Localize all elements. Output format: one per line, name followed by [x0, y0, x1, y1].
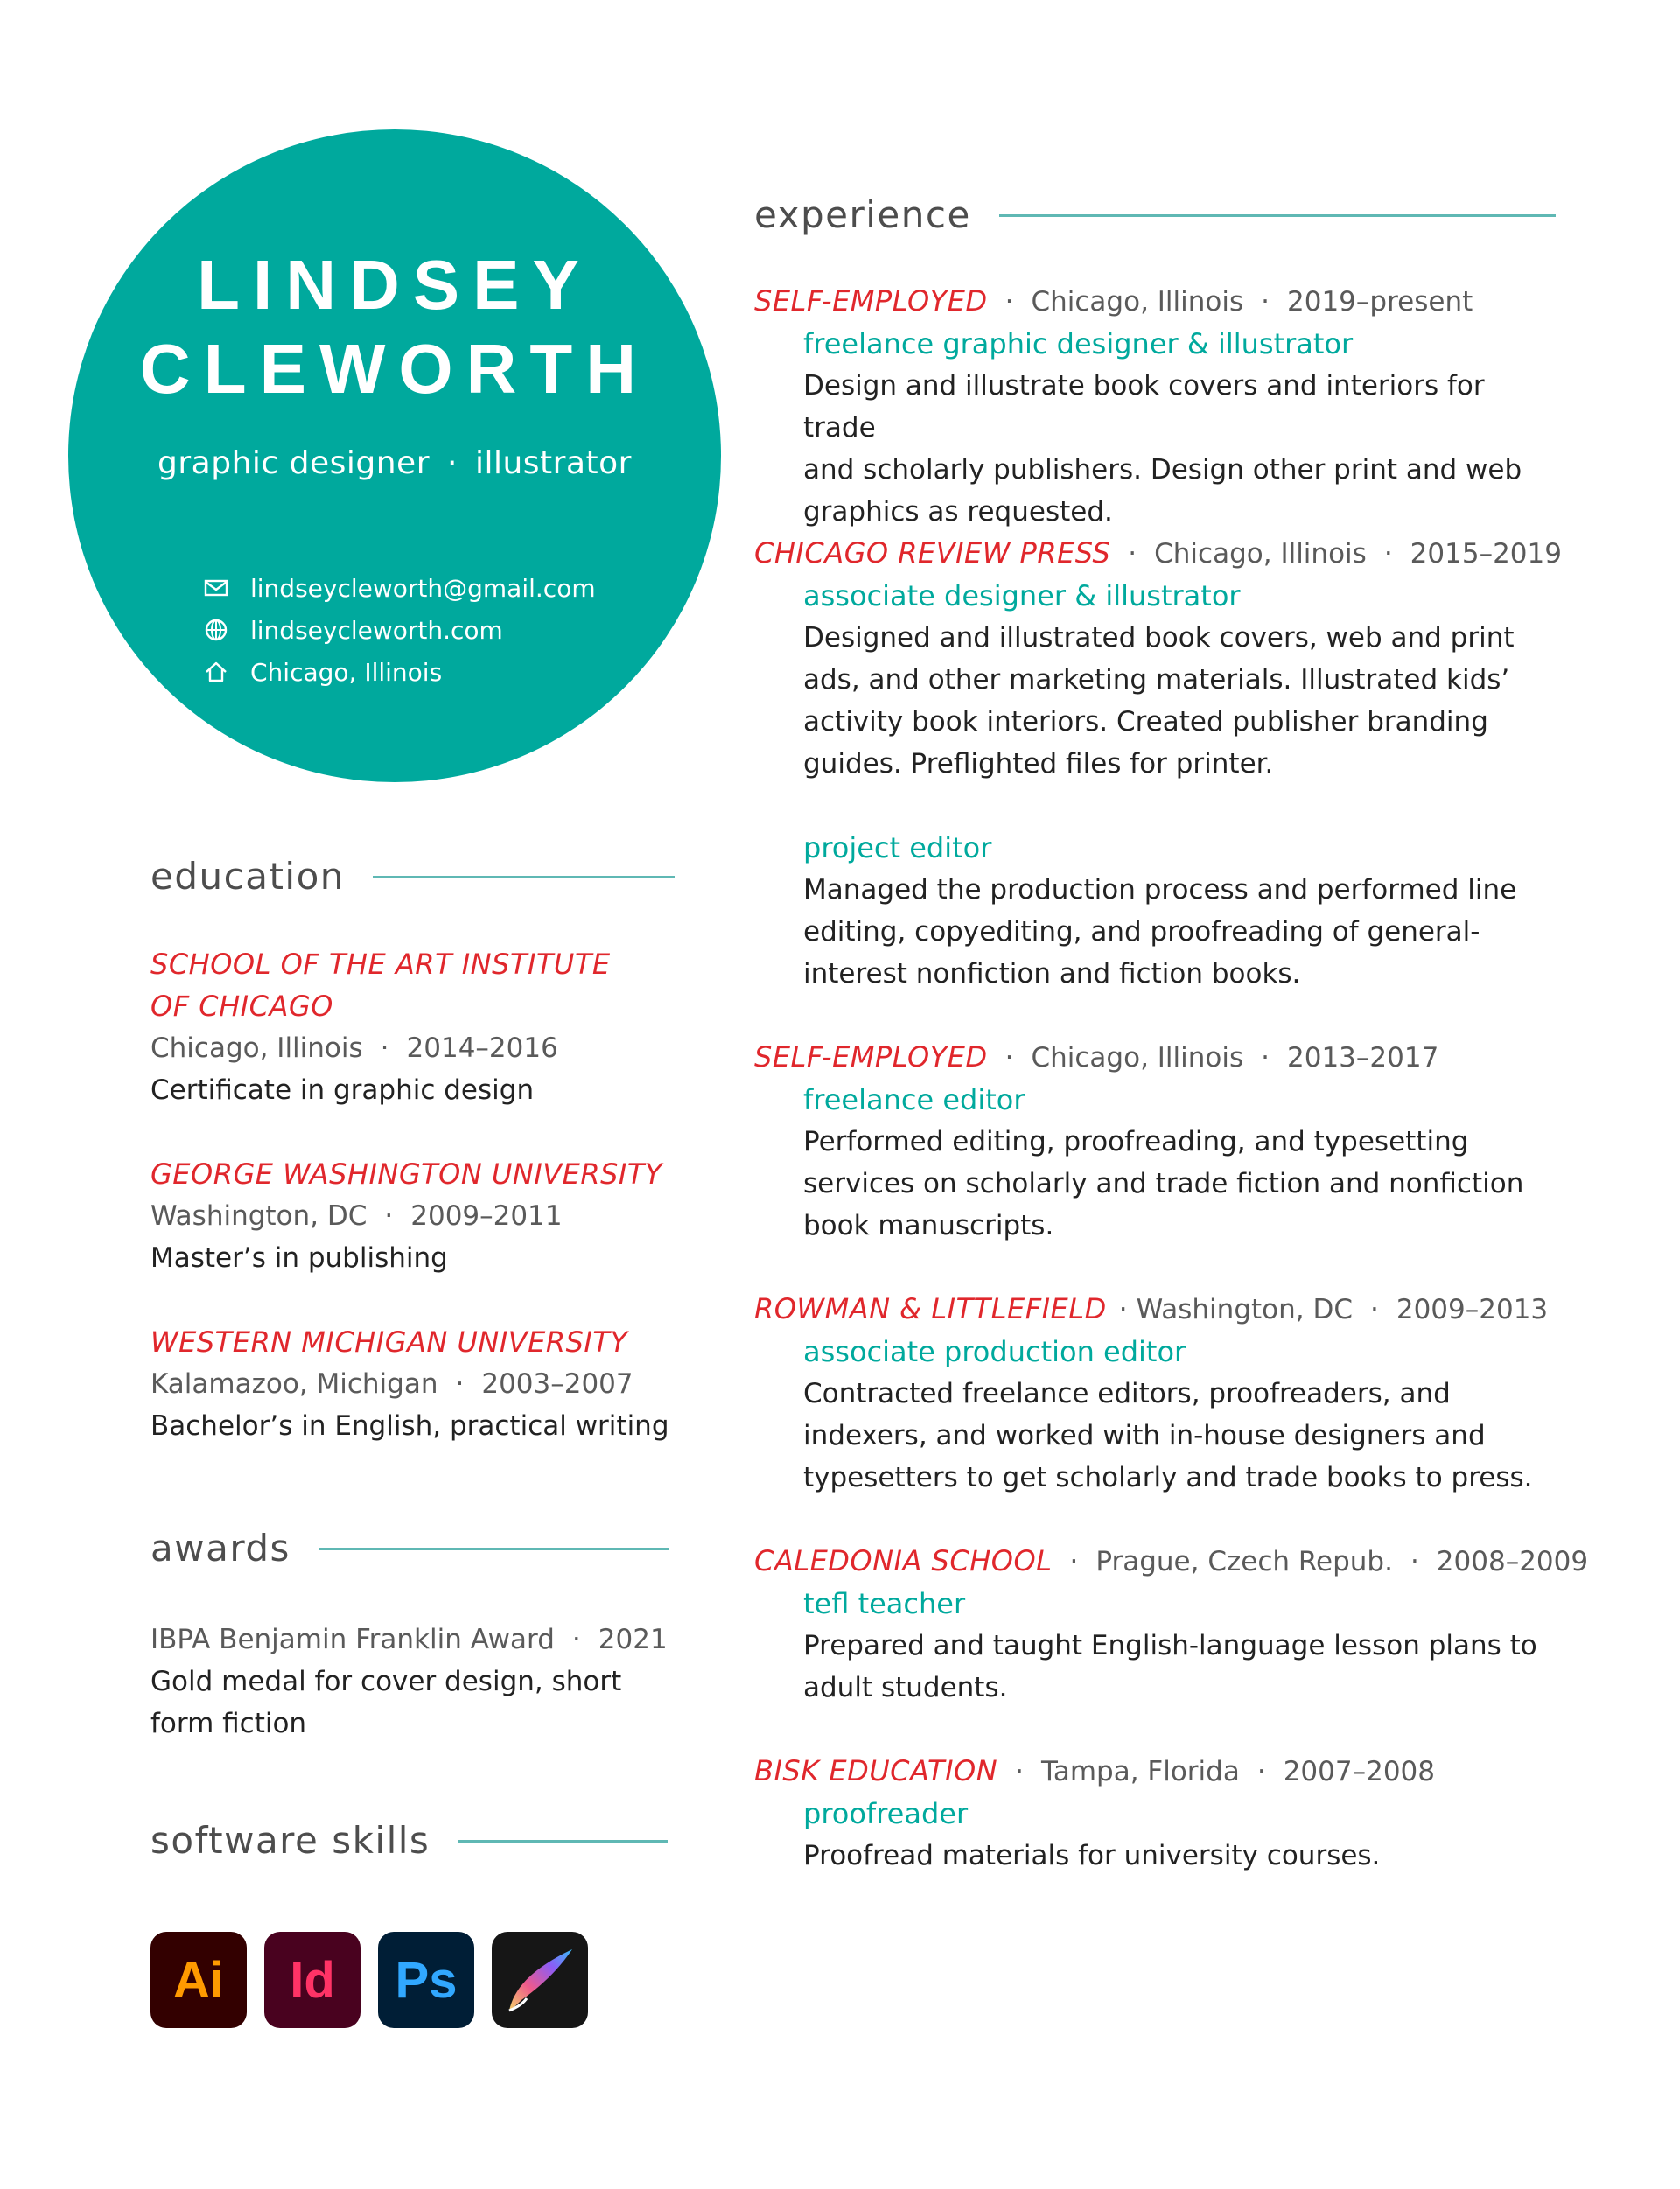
- job-header: [754, 1540, 1589, 1583]
- school-name: WESTERN MICHIGAN UNIVERSITY: [150, 1325, 628, 1359]
- award-name: IBPA Benjamin Franklin Award: [150, 1624, 555, 1655]
- school-name: GEORGE WASHINGTON UNIVERSITY: [150, 1157, 662, 1191]
- software-title: software skills: [150, 1819, 430, 1862]
- education-heading: [150, 852, 675, 901]
- separator: ·: [1118, 1294, 1128, 1325]
- job-title: freelance graphic designer & illustrator: [803, 327, 1354, 360]
- job-header: [754, 532, 1562, 575]
- separator: ·: [571, 1624, 581, 1655]
- separator: ·: [1261, 1042, 1270, 1074]
- job-desc-line: Designed and illustrated book covers, web and print: [803, 622, 1515, 654]
- experience-title: experience: [754, 193, 971, 236]
- separator: ·: [1383, 538, 1393, 570]
- separator: ·: [1069, 1546, 1079, 1577]
- experience-item: [754, 532, 1562, 995]
- experience-item: [754, 1750, 1559, 1877]
- job-desc-line: Managed the production process and performed line: [803, 874, 1517, 906]
- job-years: 2015–2019: [1410, 538, 1562, 570]
- contact-list: [203, 567, 596, 693]
- tagline-separator: ·: [447, 445, 458, 481]
- employer: CALEDONIA SCHOOL: [754, 1544, 1053, 1577]
- globe-icon: [203, 617, 229, 643]
- job-desc-line: ads, and other marketing materials. Illustrated kids’: [803, 664, 1510, 696]
- employer: SELF-EMPLOYED: [754, 1040, 988, 1074]
- adobe-indesign-icon: Id: [264, 1932, 360, 2028]
- job-desc-line: Design and illustrate book covers and interiors for trade: [803, 370, 1485, 444]
- header-circle: [68, 129, 721, 782]
- job-desc-line: editing, copyediting, and proofreading of general-: [803, 916, 1480, 948]
- job-desc-line: guides. Preflighted files for printer.: [803, 748, 1274, 780]
- separator: ·: [1004, 1042, 1014, 1074]
- procreate-brush-icon: [492, 1932, 588, 2028]
- school-meta: [150, 1195, 676, 1237]
- employer: CHICAGO REVIEW PRESS: [754, 536, 1111, 570]
- education-title: education: [150, 855, 345, 898]
- tagline-title-1: graphic designer: [158, 445, 430, 481]
- job-years: 2019–present: [1287, 286, 1474, 318]
- tagline-title-2: illustrator: [474, 445, 632, 481]
- experience-item: [754, 1540, 1589, 1709]
- job-desc-line: Proofread materials for university courses.: [803, 1840, 1381, 1871]
- job-title: proofreader: [803, 1797, 969, 1830]
- separator: ·: [1004, 286, 1014, 318]
- job-location: Chicago, Illinois: [1031, 286, 1244, 318]
- job-header: [754, 1036, 1559, 1079]
- school-location: Washington, DC: [150, 1200, 368, 1232]
- job-location: Washington, DC: [1136, 1294, 1353, 1325]
- job-location: Chicago, Illinois: [1031, 1042, 1244, 1074]
- contact-location-text: Chicago, Illinois: [250, 657, 443, 687]
- separator: ·: [1256, 1756, 1266, 1787]
- contact-website[interactable]: [203, 609, 596, 651]
- job-title: associate designer & illustrator: [803, 579, 1241, 612]
- employer: SELF-EMPLOYED: [754, 284, 988, 318]
- job-desc-line: interest nonfiction and fiction books.: [803, 958, 1301, 990]
- job-header: [754, 1288, 1559, 1331]
- tagline: [68, 443, 721, 485]
- job-location: Tampa, Florida: [1041, 1756, 1240, 1787]
- employer: ROWMAN & LITTLEFIELD: [754, 1292, 1107, 1325]
- awards-rule: [318, 1548, 668, 1550]
- awards-title: awards: [150, 1527, 290, 1570]
- degree: Certificate in graphic design: [150, 1074, 535, 1106]
- award-item: [150, 1619, 676, 1745]
- education-item: [150, 1321, 676, 1447]
- contact-location: [203, 651, 596, 693]
- separator: ·: [455, 1368, 465, 1400]
- job-years: 2008–2009: [1436, 1546, 1589, 1577]
- separator: ·: [380, 1032, 389, 1064]
- job-desc-line: services on scholarly and trade fiction and nonfiction: [803, 1168, 1524, 1199]
- job-title: associate production editor: [803, 1335, 1186, 1368]
- education-item: [150, 943, 676, 1111]
- software-icons: [150, 1932, 588, 2028]
- home-icon: [203, 659, 229, 685]
- school-location: Kalamazoo, Michigan: [150, 1368, 438, 1400]
- education-rule: [373, 876, 675, 878]
- school-years: 2003–2007: [481, 1368, 634, 1400]
- job-desc-line: activity book interiors. Created publisher branding: [803, 706, 1488, 738]
- contact-email-text: lindseycleworth@gmail.com: [250, 573, 596, 603]
- employer: BISK EDUCATION: [754, 1754, 998, 1787]
- separator: ·: [1370, 1294, 1379, 1325]
- separator: ·: [1128, 538, 1138, 570]
- job-desc-line: adult students.: [803, 1672, 1008, 1703]
- award-year: 2021: [598, 1624, 668, 1655]
- last-name: CLEWORTH: [139, 330, 650, 408]
- job-years: 2009–2013: [1396, 1294, 1549, 1325]
- job-desc-line: Prepared and taught English-language lesson plans to: [803, 1630, 1537, 1661]
- experience-heading: [754, 191, 1556, 240]
- separator: ·: [1015, 1756, 1025, 1787]
- experience-item: [754, 1036, 1559, 1247]
- software-rule: [458, 1840, 668, 1843]
- experience-item: [754, 1288, 1559, 1499]
- separator: ·: [1410, 1546, 1419, 1577]
- award-desc-cont: form fiction: [150, 1708, 307, 1739]
- first-name: LINDSEY: [197, 246, 592, 324]
- degree: Bachelor’s in English, practical writing: [150, 1410, 669, 1442]
- job-desc-line: Contracted freelance editors, proofreaders, and: [803, 1378, 1451, 1409]
- job-header: [754, 1750, 1559, 1793]
- school-name: SCHOOL OF THE ART INSTITUTE: [150, 948, 611, 981]
- school-location: Chicago, Illinois: [150, 1032, 363, 1064]
- experience-item: [754, 280, 1559, 533]
- job-years: 2007–2008: [1283, 1756, 1435, 1787]
- job-desc-line: and scholarly publishers. Design other print and web: [803, 454, 1522, 486]
- job-years: 2013–2017: [1287, 1042, 1439, 1074]
- school-meta: [150, 1363, 676, 1405]
- software-heading: [150, 1816, 668, 1865]
- school-years: 2009–2011: [410, 1200, 563, 1232]
- school-name-cont: OF CHICAGO: [150, 990, 333, 1023]
- education-item: [150, 1153, 676, 1279]
- job-title: tefl teacher: [803, 1587, 966, 1620]
- degree: Master’s in publishing: [150, 1242, 448, 1274]
- contact-website-text: lindseycleworth.com: [250, 615, 503, 645]
- experience-rule: [999, 214, 1556, 217]
- envelope-icon: [203, 575, 229, 601]
- job-title: freelance editor: [803, 1083, 1026, 1116]
- job-desc-line: indexers, and worked with in-house designers and: [803, 1420, 1486, 1451]
- job-desc-line: book manuscripts.: [803, 1210, 1054, 1241]
- separator: ·: [1261, 286, 1270, 318]
- job-title-2: project editor: [803, 831, 992, 864]
- adobe-photoshop-icon: Ps: [378, 1932, 474, 2028]
- job-location: Prague, Czech Repub.: [1096, 1546, 1393, 1577]
- adobe-illustrator-icon: Ai: [150, 1932, 247, 2028]
- school-years: 2014–2016: [406, 1032, 558, 1064]
- separator: ·: [384, 1200, 394, 1232]
- contact-email[interactable]: [203, 567, 596, 609]
- school-meta: [150, 1027, 676, 1069]
- award-desc: Gold medal for cover design, short: [150, 1666, 622, 1697]
- job-desc-line: graphics as requested.: [803, 496, 1113, 528]
- award-meta: [150, 1619, 676, 1661]
- awards-heading: [150, 1524, 668, 1573]
- job-desc-line: Performed editing, proofreading, and typesetting: [803, 1126, 1469, 1157]
- job-header: [754, 280, 1559, 323]
- job-location: Chicago, Illinois: [1154, 538, 1367, 570]
- job-desc-line: typesetters to get scholarly and trade books to press.: [803, 1462, 1533, 1493]
- procreate-icon: [492, 1932, 588, 2028]
